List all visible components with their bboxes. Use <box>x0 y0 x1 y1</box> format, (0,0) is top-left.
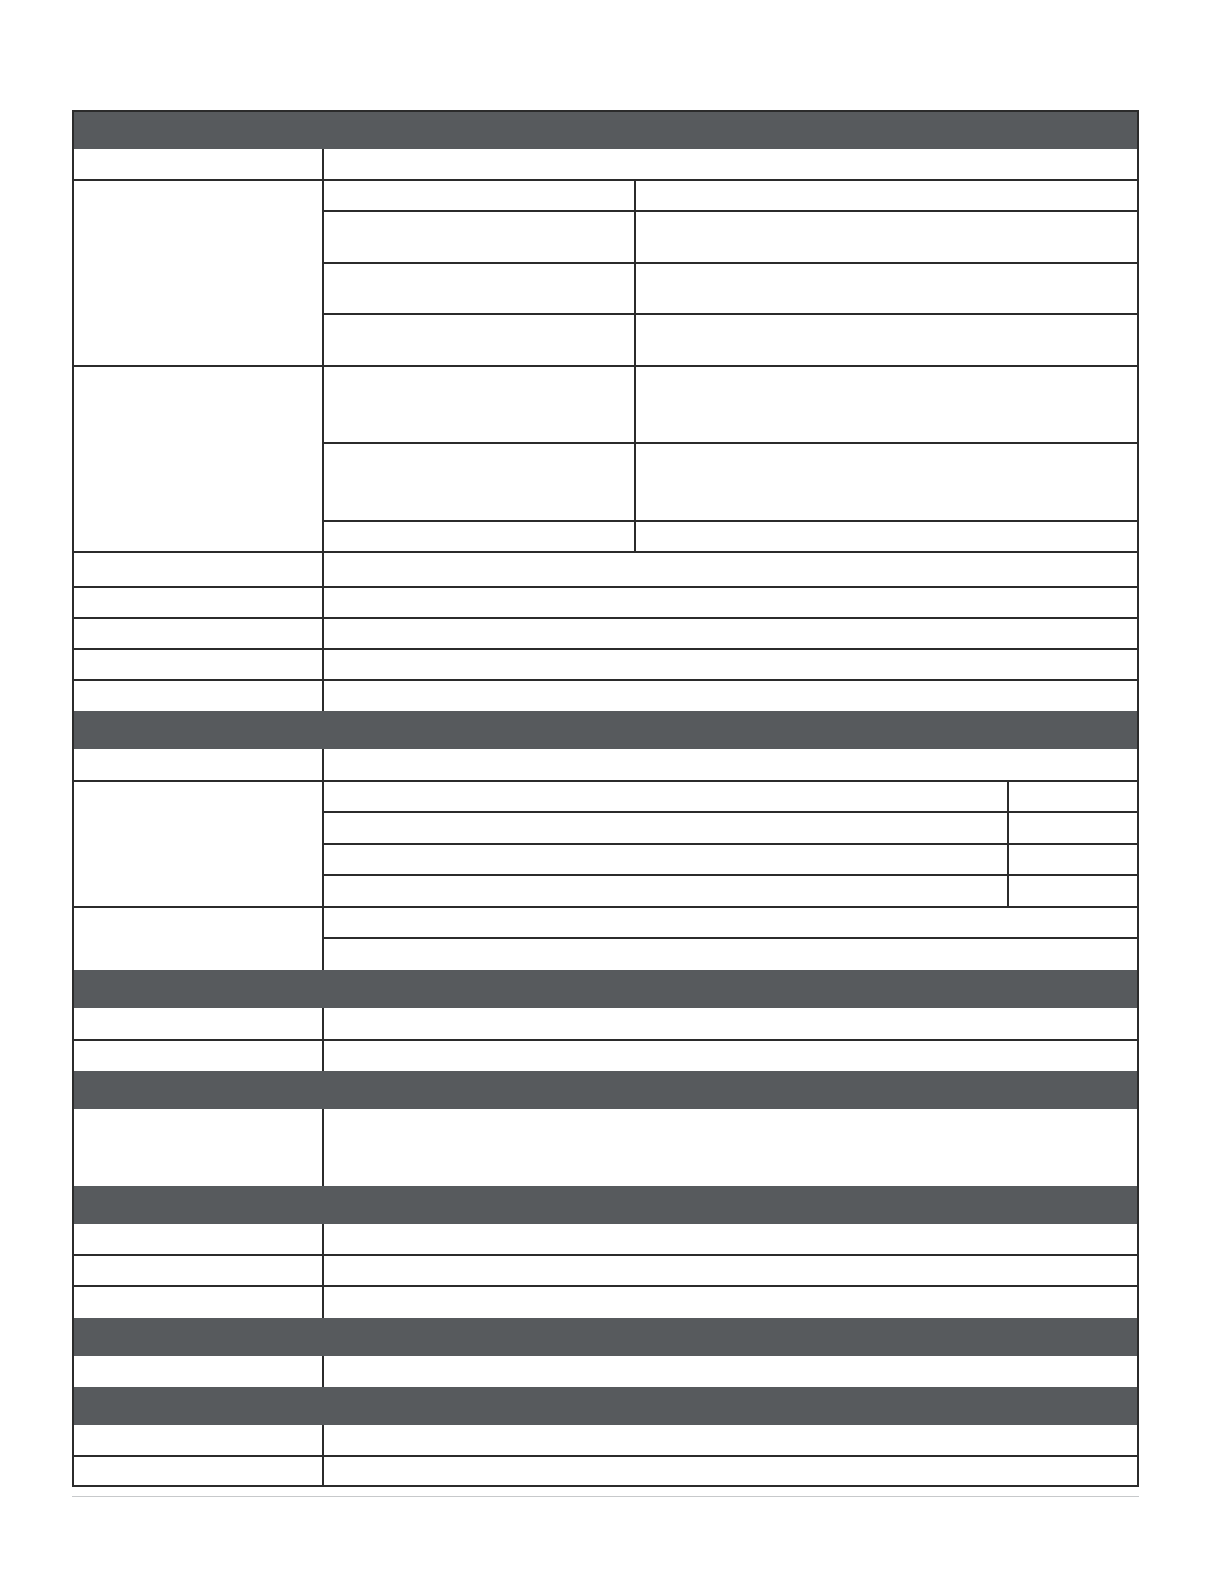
label-column-divider <box>322 1008 324 1071</box>
label-column-divider <box>322 1109 324 1186</box>
section-header-2 <box>74 711 1137 749</box>
spec-sheet-table <box>72 110 1139 1487</box>
row-divider <box>74 906 1137 908</box>
label-column-divider <box>322 1356 324 1387</box>
section-header-4 <box>74 1071 1137 1109</box>
section-header-1 <box>74 112 1137 149</box>
row-divider <box>74 1285 1137 1287</box>
section-header-7 <box>74 1387 1137 1425</box>
sub-row-divider <box>324 442 1137 444</box>
section-header-3 <box>74 970 1137 1008</box>
label-column-divider <box>322 1425 324 1487</box>
sub-column-divider <box>1007 780 1009 906</box>
sub-row-divider <box>324 843 1137 845</box>
sub-row-divider <box>324 937 1137 939</box>
sub-row-divider <box>324 811 1137 813</box>
row-divider <box>74 679 1137 681</box>
footer-rule <box>72 1496 1139 1497</box>
sub-row-divider <box>324 313 1137 315</box>
sub-row-divider <box>324 210 1137 212</box>
row-divider <box>74 780 1137 782</box>
label-column-divider <box>322 149 324 711</box>
label-column-divider <box>322 1224 324 1318</box>
sub-row-divider <box>324 520 1137 522</box>
row-divider <box>74 648 1137 650</box>
row-divider <box>74 1455 1137 1457</box>
row-divider <box>74 179 1137 181</box>
row-divider <box>74 586 1137 588</box>
sub-row-divider <box>324 874 1137 876</box>
row-divider <box>74 617 1137 619</box>
section-header-5 <box>74 1186 1137 1224</box>
label-column-divider <box>322 749 324 970</box>
sub-row-divider <box>324 262 1137 264</box>
row-divider <box>74 1039 1137 1041</box>
row-divider <box>74 551 1137 553</box>
row-divider <box>74 1254 1137 1256</box>
row-divider <box>74 365 1137 367</box>
sub-column-divider <box>634 180 636 551</box>
section-header-6 <box>74 1318 1137 1356</box>
